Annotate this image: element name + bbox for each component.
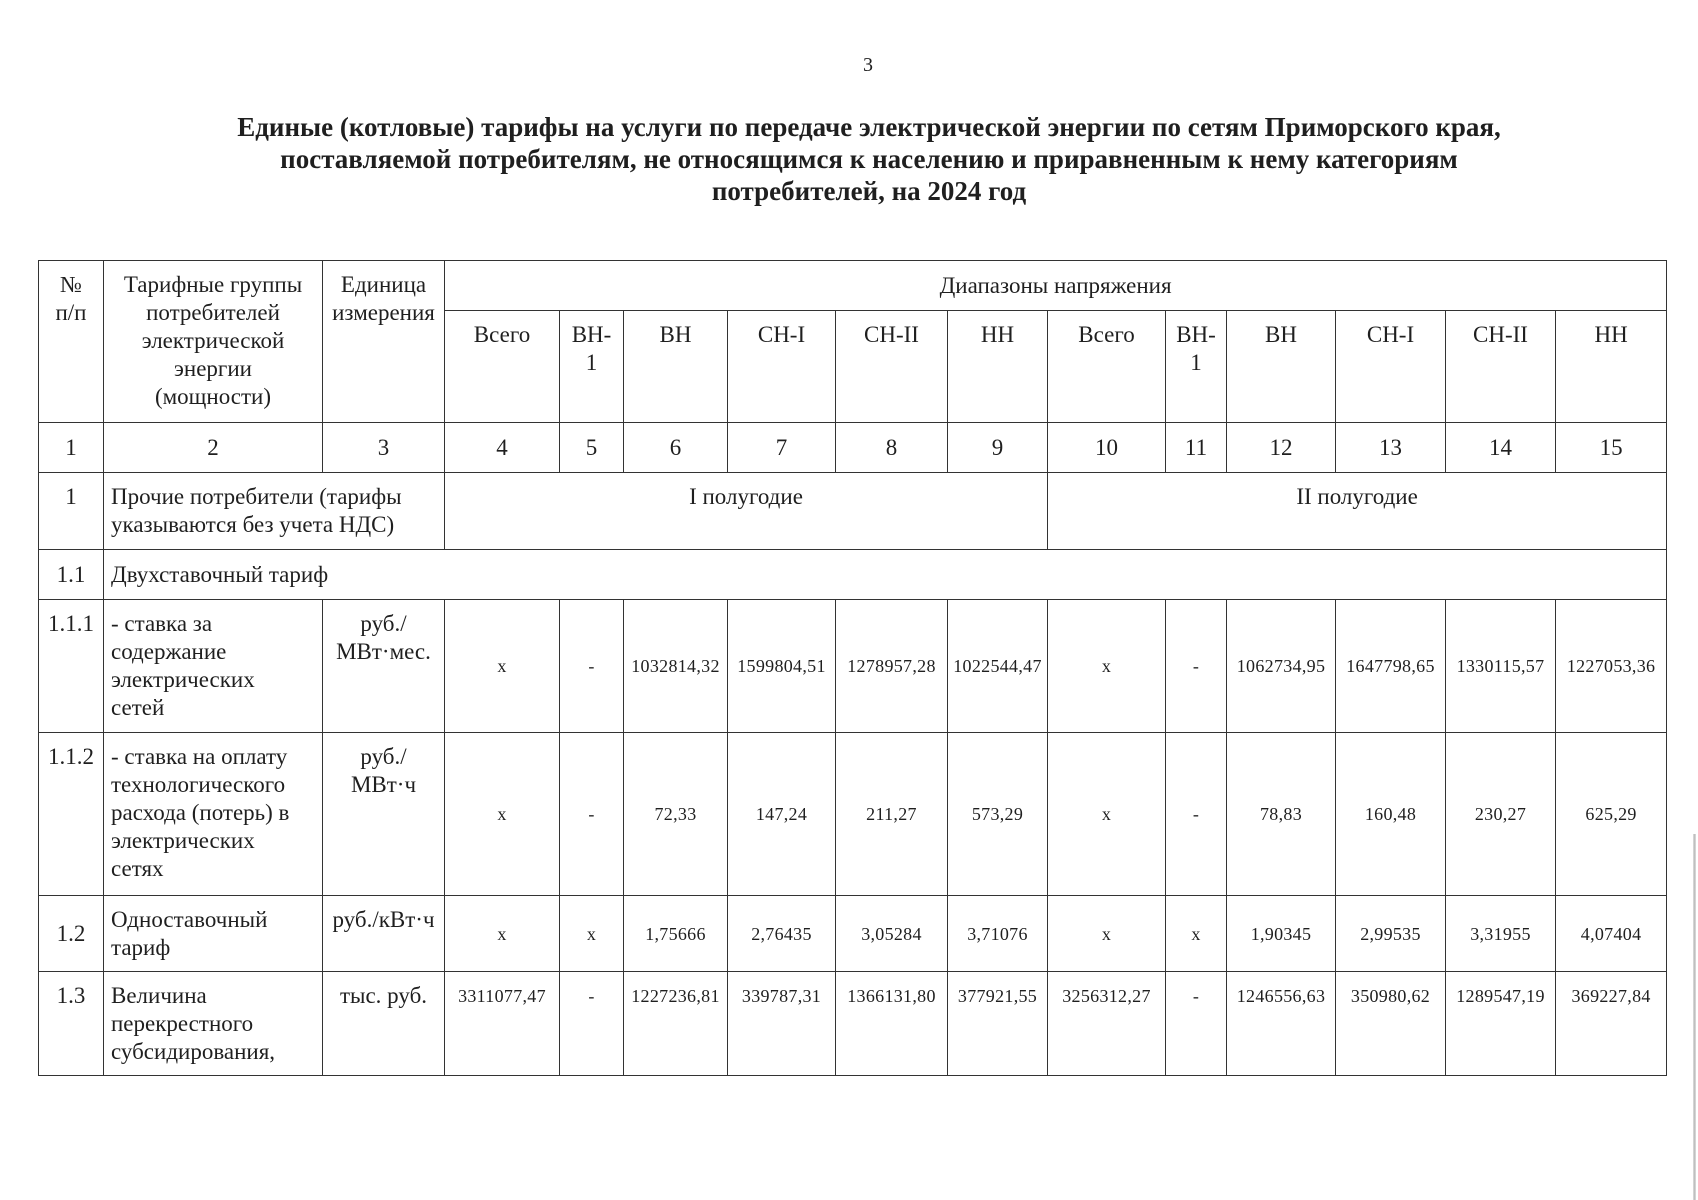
- tariff-value: 1289547,19: [1446, 972, 1556, 1076]
- header-voltage-level: НН: [1556, 311, 1667, 423]
- header-voltage-level: СН-I: [728, 311, 836, 423]
- row-number: 1.1.1: [39, 600, 104, 733]
- unit-label: руб./ МВт·мес.: [323, 600, 445, 733]
- section-row: [39, 473, 1667, 550]
- tariff-value: х: [1048, 600, 1166, 733]
- tariff-value: 339787,31: [728, 972, 836, 1076]
- tariff-value: -: [560, 733, 624, 896]
- title-line: поставляемой потребителям, не относящимся к населению и приравненным к нему категориям: [280, 144, 1458, 174]
- tariff-value: 1278957,28: [836, 600, 948, 733]
- tariff-value: 2,76435: [728, 896, 836, 972]
- tariff-value: -: [1166, 972, 1227, 1076]
- tariff-value: 1330115,57: [1446, 600, 1556, 733]
- tariff-group-label: - ставка на оплату технологического расхода (потерь) в электрических сетях: [104, 733, 323, 896]
- column-number: 5: [560, 423, 624, 473]
- tariff-value: 1599804,51: [728, 600, 836, 733]
- unit-label: тыс. руб.: [323, 972, 445, 1076]
- tariff-value: 3311077,47: [445, 972, 560, 1076]
- half-year-1-label: I полугодие: [445, 473, 1048, 550]
- table-row: [39, 896, 1667, 972]
- header-voltage-level: СН-II: [836, 311, 948, 423]
- unit-label: руб./ МВт·ч: [323, 733, 445, 896]
- row-number: 1.2: [39, 896, 104, 972]
- title-line: Единые (котловые) тарифы на услуги по передаче электрической энергии по сетям Приморского края,: [237, 112, 1501, 142]
- column-number: 1: [39, 423, 104, 473]
- tariff-value: -: [560, 600, 624, 733]
- subsection-label: Двухставочный тариф: [104, 550, 1667, 600]
- tariff-value: х: [1048, 896, 1166, 972]
- subsection-row: [39, 550, 1667, 600]
- header-voltage-level: НН: [948, 311, 1048, 423]
- tariff-value: 160,48: [1336, 733, 1446, 896]
- table-body: [39, 473, 1667, 1076]
- header-row-number: № п/п: [39, 261, 104, 423]
- tariff-value: 1366131,80: [836, 972, 948, 1076]
- tariff-group-label: - ставка за содержание электрических сетей: [104, 600, 323, 733]
- column-number: 4: [445, 423, 560, 473]
- tariff-value: 1062734,95: [1227, 600, 1336, 733]
- tariff-value: 230,27: [1446, 733, 1556, 896]
- header-voltage-level: СН-I: [1336, 311, 1446, 423]
- tariff-value: 72,33: [624, 733, 728, 896]
- table-row: [39, 733, 1667, 896]
- tariff-value: 3256312,27: [1048, 972, 1166, 1076]
- scan-edge-mark: [1693, 834, 1696, 1200]
- tariff-value: 377921,55: [948, 972, 1048, 1076]
- tariff-value: 2,99535: [1336, 896, 1446, 972]
- tariff-value: 3,05284: [836, 896, 948, 972]
- column-number: 8: [836, 423, 948, 473]
- title-line: потребителей, на 2024 год: [711, 176, 1027, 206]
- half-year-2-label: II полугодие: [1048, 473, 1667, 550]
- tariff-value: 1,75666: [624, 896, 728, 972]
- tariff-value: 1022544,47: [948, 600, 1048, 733]
- column-number: 3: [323, 423, 445, 473]
- tariff-value: 211,27: [836, 733, 948, 896]
- tariff-value: х: [1166, 896, 1227, 972]
- tariff-value: х: [445, 600, 560, 733]
- column-number: 7: [728, 423, 836, 473]
- section-number: 1: [39, 473, 104, 550]
- header-voltage-level: ВН: [1227, 311, 1336, 423]
- tariff-value: х: [560, 896, 624, 972]
- column-number: 11: [1166, 423, 1227, 473]
- tariff-value: 1227053,36: [1556, 600, 1667, 733]
- section-label: Прочие потребители (тарифы указываются без учета НДС): [104, 473, 445, 550]
- tariff-value: 3,31955: [1446, 896, 1556, 972]
- header-voltage-level: ВН-1: [1166, 311, 1227, 423]
- column-number: 6: [624, 423, 728, 473]
- tariff-table: [38, 260, 1667, 1076]
- row-number: 1.1.2: [39, 733, 104, 896]
- tariff-value: -: [1166, 733, 1227, 896]
- tariff-value: 1647798,65: [1336, 600, 1446, 733]
- table-header: [39, 261, 1667, 473]
- header-voltage-level: ВН: [624, 311, 728, 423]
- tariff-value: х: [1048, 733, 1166, 896]
- column-number: 14: [1446, 423, 1556, 473]
- tariff-value: 1032814,32: [624, 600, 728, 733]
- tariff-group-label: Величина перекрестного субсидирования,: [104, 972, 323, 1076]
- column-number: 2: [104, 423, 323, 473]
- tariff-value: 3,71076: [948, 896, 1048, 972]
- header-voltage-ranges: Диапазоны напряжения: [445, 261, 1667, 311]
- column-number: 15: [1556, 423, 1667, 473]
- header-voltage-level: СН-II: [1446, 311, 1556, 423]
- header-unit: Единица измерения: [323, 261, 445, 423]
- header-voltage-level: Всего: [445, 311, 560, 423]
- tariff-value: -: [1166, 600, 1227, 733]
- tariff-value: 625,29: [1556, 733, 1667, 896]
- document-title: [40, 111, 1698, 207]
- tariff-value: 1246556,63: [1227, 972, 1336, 1076]
- tariff-value: х: [445, 896, 560, 972]
- column-number: 12: [1227, 423, 1336, 473]
- tariff-value: -: [560, 972, 624, 1076]
- tariff-value: 369227,84: [1556, 972, 1667, 1076]
- tariff-value: х: [445, 733, 560, 896]
- column-number-row: [39, 423, 1667, 473]
- column-number: 10: [1048, 423, 1166, 473]
- row-number: 1.3: [39, 972, 104, 1076]
- tariff-group-label: Одноставочный тариф: [104, 896, 323, 972]
- column-number: 13: [1336, 423, 1446, 473]
- header-tariff-groups: Тарифные группы потребителей электрической энергии (мощности): [104, 261, 323, 423]
- subsection-number: 1.1: [39, 550, 104, 600]
- header-voltage-level: ВН-1: [560, 311, 624, 423]
- tariff-value: 78,83: [1227, 733, 1336, 896]
- tariff-value: 573,29: [948, 733, 1048, 896]
- column-number: 9: [948, 423, 1048, 473]
- tariff-value: 4,07404: [1556, 896, 1667, 972]
- tariff-value: 147,24: [728, 733, 836, 896]
- unit-label: руб./кВт·ч: [323, 896, 445, 972]
- table-row: [39, 600, 1667, 733]
- table-row: [39, 972, 1667, 1076]
- tariff-value: 1227236,81: [624, 972, 728, 1076]
- header-row: [39, 261, 1667, 311]
- header-voltage-level: Всего: [1048, 311, 1166, 423]
- page-number: 3: [863, 54, 873, 76]
- tariff-value: 350980,62: [1336, 972, 1446, 1076]
- tariff-value: 1,90345: [1227, 896, 1336, 972]
